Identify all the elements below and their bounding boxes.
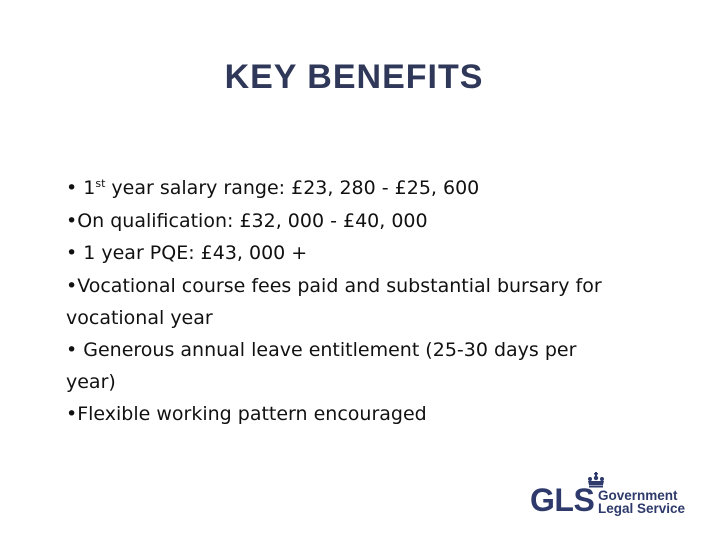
benefit-item-vocational: •Vocational course fees paid and substantial bursary for vocational year — [66, 274, 602, 329]
logo-abbreviation: GLS — [530, 482, 595, 518]
logo-line-government: Government — [598, 488, 678, 503]
benefit-item-qualification: •On qualification: £32, 000 - £40, 000 — [66, 209, 428, 232]
benefit-item-salary — [66, 172, 626, 205]
benefit-prefix: • 1 — [66, 177, 96, 199]
logo-wordmark — [598, 489, 685, 515]
benefit-text: year salary range: £23, 280 - £25, 600 — [105, 177, 480, 199]
slide-title: KEY BENEFITS — [224, 58, 484, 96]
benefit-item-flexible: •Flexible working pattern encouraged — [66, 402, 427, 425]
benefit-item-pqe: • 1 year PQE: £43, 000 + — [66, 242, 308, 264]
logo-line-legal-service: Legal Service — [598, 501, 686, 516]
gls-logo — [530, 470, 700, 520]
benefit-item-leave: • Generous annual leave entitlement (25-30 days per year) — [66, 338, 577, 393]
benefit-superscript: st — [95, 177, 106, 190]
benefits-list — [66, 172, 626, 430]
